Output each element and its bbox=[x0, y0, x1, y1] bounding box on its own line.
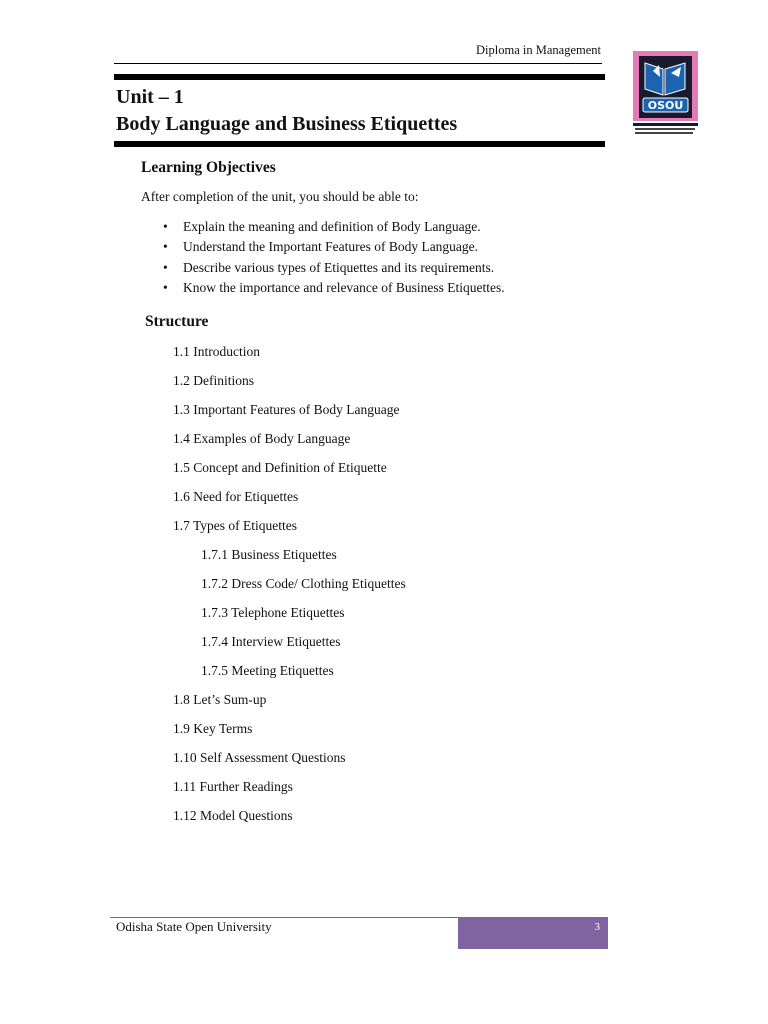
footer-rule bbox=[110, 917, 460, 918]
toc-item: 1.4 Examples of Body Language bbox=[173, 431, 351, 446]
bullet-icon: • bbox=[163, 259, 168, 275]
unit-number: Unit – 1 bbox=[116, 86, 184, 108]
list-item: • Describe various types of Etiquettes and its requirements. bbox=[162, 258, 505, 278]
toc-item: 1.7 Types of Etiquettes bbox=[173, 518, 298, 533]
footer-page-box bbox=[458, 917, 608, 949]
title-rule-bottom bbox=[114, 141, 605, 147]
toc-item: 1.6 Need for Etiquettes bbox=[173, 489, 299, 504]
toc-item: 1.12 Model Questions bbox=[173, 808, 293, 823]
toc-item: 1.11 Further Readings bbox=[173, 779, 293, 794]
footer-university: Odisha State Open University bbox=[116, 919, 272, 934]
toc-subitem: 1.7.2 Dress Code/ Clothing Etiquettes bbox=[201, 576, 406, 591]
learning-objectives-heading: Learning Objectives bbox=[141, 159, 276, 176]
toc-item: 1.9 Key Terms bbox=[173, 721, 253, 736]
structure-heading: Structure bbox=[145, 313, 209, 330]
toc-item: 1.5 Concept and Definition of Etiquette bbox=[173, 460, 387, 475]
toc-item: 1.1 Introduction bbox=[173, 344, 260, 359]
list-item: • Understand the Important Features of Body Language. bbox=[162, 237, 505, 257]
title-rule-top bbox=[114, 74, 605, 80]
toc-subitem: 1.7.3 Telephone Etiquettes bbox=[201, 605, 345, 620]
book-logo-icon bbox=[633, 51, 698, 136]
objectives-intro: After completion of the unit, you should be able to: bbox=[141, 189, 419, 204]
toc-item: 1.10 Self Assessment Questions bbox=[173, 750, 346, 765]
running-header: Diploma in Management bbox=[476, 43, 601, 57]
toc-item: 1.8 Let’s Sum-up bbox=[173, 692, 267, 707]
toc-item: 1.2 Definitions bbox=[173, 373, 254, 388]
unit-title: Body Language and Business Etiquettes bbox=[116, 113, 458, 135]
structure-list bbox=[173, 342, 406, 835]
logo-wordmark: OSOU bbox=[647, 99, 684, 112]
page-number: 3 bbox=[594, 921, 600, 933]
list-item: • Explain the meaning and definition of Body Language. bbox=[162, 217, 505, 237]
bullet-icon: • bbox=[163, 239, 168, 255]
university-logo bbox=[633, 51, 698, 136]
toc-subitem: 1.7.5 Meeting Etiquettes bbox=[201, 663, 334, 678]
toc-item: 1.3 Important Features of Body Language bbox=[173, 402, 400, 417]
objectives-list bbox=[162, 217, 505, 298]
toc-subitem: 1.7.1 Business Etiquettes bbox=[201, 547, 337, 562]
header-rule bbox=[114, 63, 602, 64]
list-item: • Know the importance and relevance of Business Etiquettes. bbox=[162, 278, 505, 298]
bullet-icon: • bbox=[163, 219, 168, 234]
toc-subitem: 1.7.4 Interview Etiquettes bbox=[201, 634, 341, 649]
bullet-icon: • bbox=[163, 279, 168, 295]
